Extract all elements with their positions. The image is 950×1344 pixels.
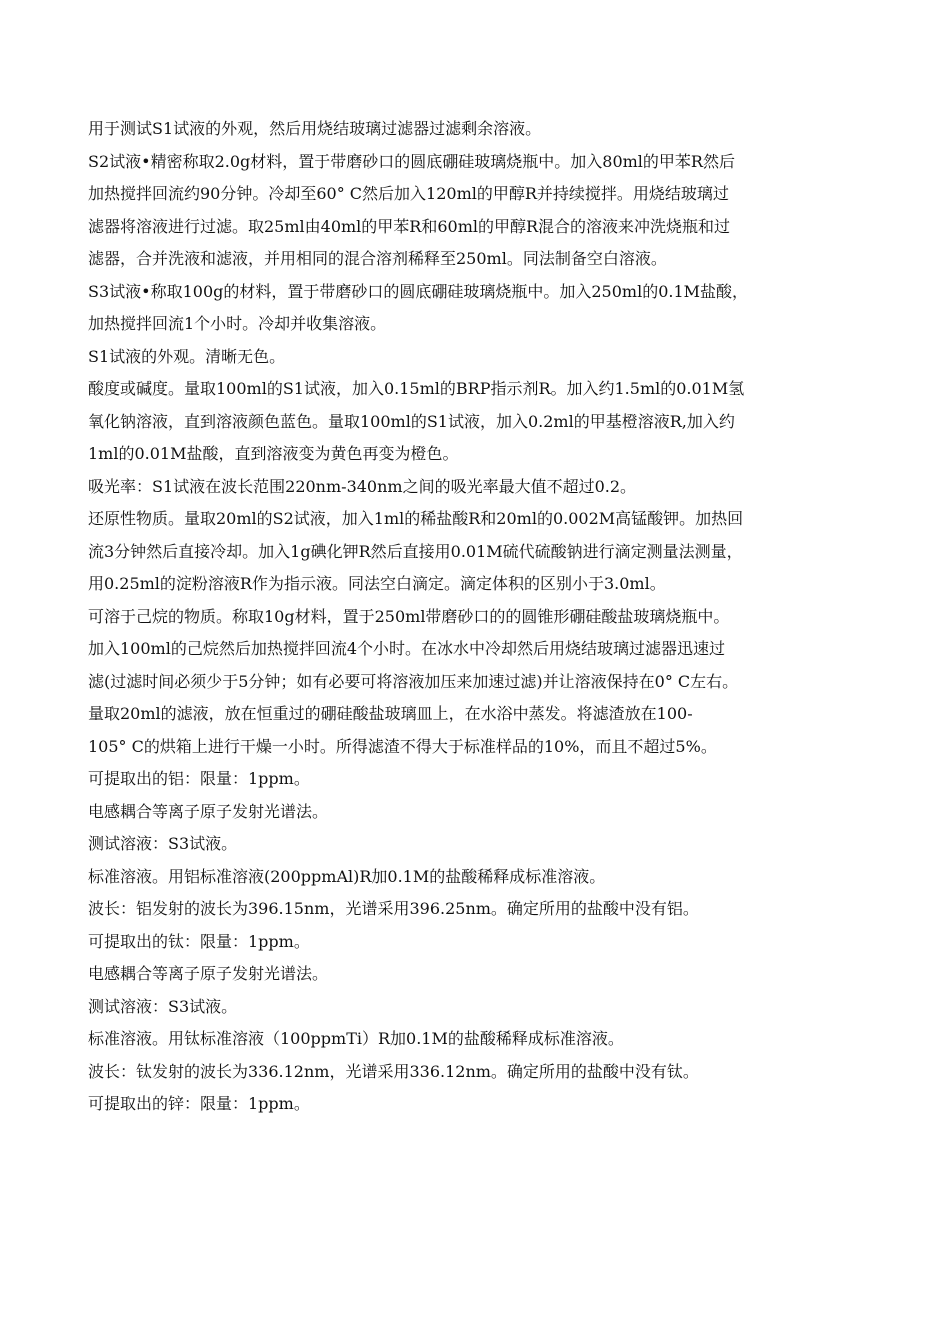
text-line: 加热搅拌回流1个小时。冷却并收集溶液。 (88, 314, 387, 333)
document-body (88, 113, 888, 1121)
text-line: 用于测试S1试液的外观，然后用烧结玻璃过滤器过滤剩余溶液。 (88, 119, 542, 138)
text-line: 标准溶液。用钛标准溶液（100ppmTi）R加0.1M的盐酸稀释成标准溶液。 (88, 1029, 624, 1048)
text-line: 105° C的烘箱上进行干燥一小时。所得滤渣不得大于标准样品的10%，而且不超过5%。 (88, 736, 717, 756)
text-line: 电感耦合等离子原子发射光谱法。 (88, 801, 329, 821)
text-line: 可提取出的钛：限量：1ppm。 (88, 931, 310, 951)
text-line: 电感耦合等离子原子发射光谱法。 (88, 964, 329, 983)
text-line: S3试液•称取100g的材料，置于带磨砂口的圆底硼硅玻璃烧瓶中。加入250ml的0.1M盐酸， (88, 281, 749, 301)
text-line: S2试液•精密称取2.0g材料，置于带磨砂口的圆底硼硅玻璃烧瓶中。加入80ml的甲苯R然后 (88, 151, 735, 171)
text-line: 可溶于己烷的物质。称取10g材料，置于250ml带磨砂口的的圆锥形硼硅酸盐玻璃烧瓶中。 (88, 606, 730, 626)
text-line: 加热搅拌回流约90分钟。冷却至60° C然后加入120ml的甲醇R并持续搅拌。用烧结玻璃过 (88, 184, 729, 203)
text-line: 波长：钛发射的波长为336.12nm，光谱采用336.12nm。确定所用的盐酸中没有钛。 (88, 1061, 699, 1081)
text-line: 滤(过滤时间必须少于5分钟；如有必要可将溶液加压来加速过滤)并让溶液保持在0° C左右。 (88, 671, 739, 691)
text-line: 可提取出的锌：限量：1ppm。 (88, 1094, 310, 1113)
text-line: 用0.25ml的淀粉溶液R作为指示液。同法空白滴定。滴定体积的区别小于3.0ml。 (88, 574, 666, 593)
text-line: 波长：铝发射的波长为396.15nm，光谱采用396.25nm。确定所用的盐酸中没有铝。 (88, 899, 699, 918)
text-line: 氧化钠溶液，直到溶液颜色蓝色。量取100ml的S1试液，加入0.2ml的甲基橙溶液R,加入约 (88, 411, 735, 431)
text-line: 酸度或碱度。量取100ml的S1试液，加入0.15ml的BRP指示剂R。加入约1.5ml的0.01M氢 (88, 379, 745, 398)
text-line: S1试液的外观。清晰无色。 (88, 346, 286, 366)
text-line: 1ml的0.01M盐酸，直到溶液变为黄色再变为橙色。 (88, 444, 459, 463)
text-line: 滤器将溶液进行过滤。取25ml由40ml的甲苯R和60ml的甲醇R混合的溶液来冲洗烧瓶和过 (88, 216, 731, 236)
text-line: 吸光率：S1试液在波长范围220nm-340nm之间的吸光率最大值不超过0.2。 (88, 476, 637, 496)
text-line: 测试溶液：S3试液。 (88, 834, 238, 853)
text-line: 量取20ml的滤液，放在恒重过的硼硅酸盐玻璃皿上，在水浴中蒸发。将滤渣放在100- (88, 704, 693, 723)
text-line: 滤器，合并洗液和滤液，并用相同的混合溶剂稀释至250ml。同法制备空白溶液。 (88, 249, 667, 268)
text-line: 测试溶液：S3试液。 (88, 996, 238, 1016)
text-line: 标准溶液。用铝标准溶液(200ppmAl)R加0.1M的盐酸稀释成标准溶液。 (88, 866, 606, 886)
text-line: 流3分钟然后直接冷却。加入1g碘化钾R然后直接用0.01M硫代硫酸钠进行滴定测量法测量， (88, 541, 743, 561)
text-line: 可提取出的铝：限量：1ppm。 (88, 769, 310, 788)
text-line: 还原性物质。量取20ml的S2试液，加入1ml的稀盐酸R和20ml的0.002M高锰酸钾。加热回 (88, 509, 744, 528)
text-line: 加入100ml的己烷然后加热搅拌回流4个小时。在冰水中冷却然后用烧结玻璃过滤器迅速过 (88, 639, 726, 658)
